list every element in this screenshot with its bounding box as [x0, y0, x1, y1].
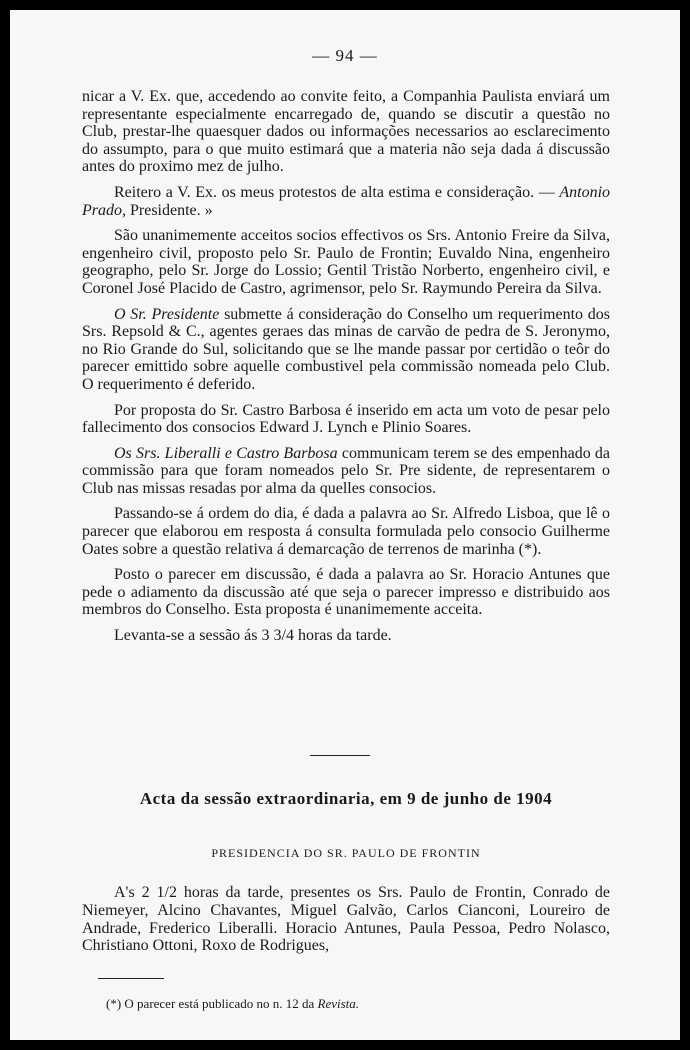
page-number: — 94 —: [312, 46, 378, 65]
attendance-body: [82, 884, 610, 955]
footnote-rule: [98, 978, 164, 979]
paragraph-new-members: São unanimemente acceitos socios effectivos os Srs. Antonio Freire da Silva, engenheiro civil, proposto pelo Sr. Paulo de Frontin; Euvaldo Nina, engenheiro geographo, pelo Sr. Jorge do Lossio; Gentil Tristão Norberto, engenheiro civil, e Coronel José Placido de Castro, agrimensor, pelo Sr. Raymundo Pereira da Silva.: [82, 227, 610, 297]
paragraph-attendance: A's 2 1/2 horas da tarde, presentes os Srs. Paulo de Frontin, Conrado de Niemeyer, Alcino Chavantes, Miguel Galvão, Carlos Cianconi, Loureiro de Andrade, Frederico Liberalli. Horacio Antunes, Paula Pessoa, Pedro Nolasco, Christiano Ottoni, Roxo de Rodrigues,: [82, 884, 610, 955]
minutes-body: [82, 88, 610, 653]
paragraph-adjourn: Levanta-se a sessão ás 3 3/4 horas da tarde.: [114, 627, 392, 645]
paragraph-order-of-day: Passando-se á ordem do dia, é dada a palavra ao Sr. Alfredo Lisboa, que lê o parecer que elaborou em resposta á consulta formulada pelo consocio Guilherme Oates sobre a questão relativa á demarcação de terrenos de marinha (*).: [82, 505, 610, 558]
members-opener: Os Srs. Liberalli e Castro Barbosa: [114, 444, 338, 462]
paragraph-closing: Reitero a V. Ex. os meus protestos de alta estima e consideração. — Antonio Prado, Presidente. »: [82, 183, 611, 219]
footnote: (*) O parecer está publicado no n. 12 da Revista.: [106, 996, 360, 1011]
signature-name: Antonio Prado,: [82, 183, 611, 219]
paragraph-letter-end: nicar a V. Ex. que, accedendo ao convite feito, a Companhia Paulista enviará um representante especialmente encarregado de, quando se discutir a questão no Club, prestar-lhe quaesquer dados ou informações necessarios ao esclarecimento do assumpto, para o que muito estimará que a materia não seja dada á discussão antes do proximo mez de julho.: [82, 88, 610, 176]
paragraph-condolence: Por proposta do Sr. Castro Barbosa é inserido em acta um voto de pesar pelo fallecimento dos consocios Edward J. Lynch e Plinio Soares.: [82, 401, 610, 437]
paragraph-commission: Os Srs. Liberalli e Castro Barbosa communicam terem se des empenhado da commissão para que foram nomeados pelo Sr. Pre sidente, de representarem o Club nas missas resadas por alma da quelles consocios.: [82, 444, 611, 497]
section-divider: [310, 755, 370, 756]
paragraph-requirement: O Sr. Presidente submette á consideração do Conselho um requerimento dos Srs. Repsold & C., agentes geraes das minas de carvão de pedra de S. Jeronymo, no Rio Grande do Sul, solicitando que se lhe mande passar por certidão o teôr do parecer emittido sobre aquelle combustivel pela commissão nomeada pelo Club. O requerimento é deferido.: [82, 305, 611, 393]
document-page: [10, 10, 680, 1040]
paragraph-discussion: Posto o parecer em discussão, é dada a palavra ao Sr. Horacio Antunes que pede o adiamento da discussão até que seja o parecer impresso e distribuido aos membros do Conselho. Esta proposta é unanimemente acceita.: [82, 566, 610, 619]
presidente-opener: O Sr. Presidente: [114, 305, 220, 323]
presidency-line: PRESIDENCIA DO SR. PAULO DE FRONTIN: [211, 846, 481, 860]
section-title: Acta da sessão extraordinaria, em 9 de junho de 1904: [139, 789, 553, 808]
